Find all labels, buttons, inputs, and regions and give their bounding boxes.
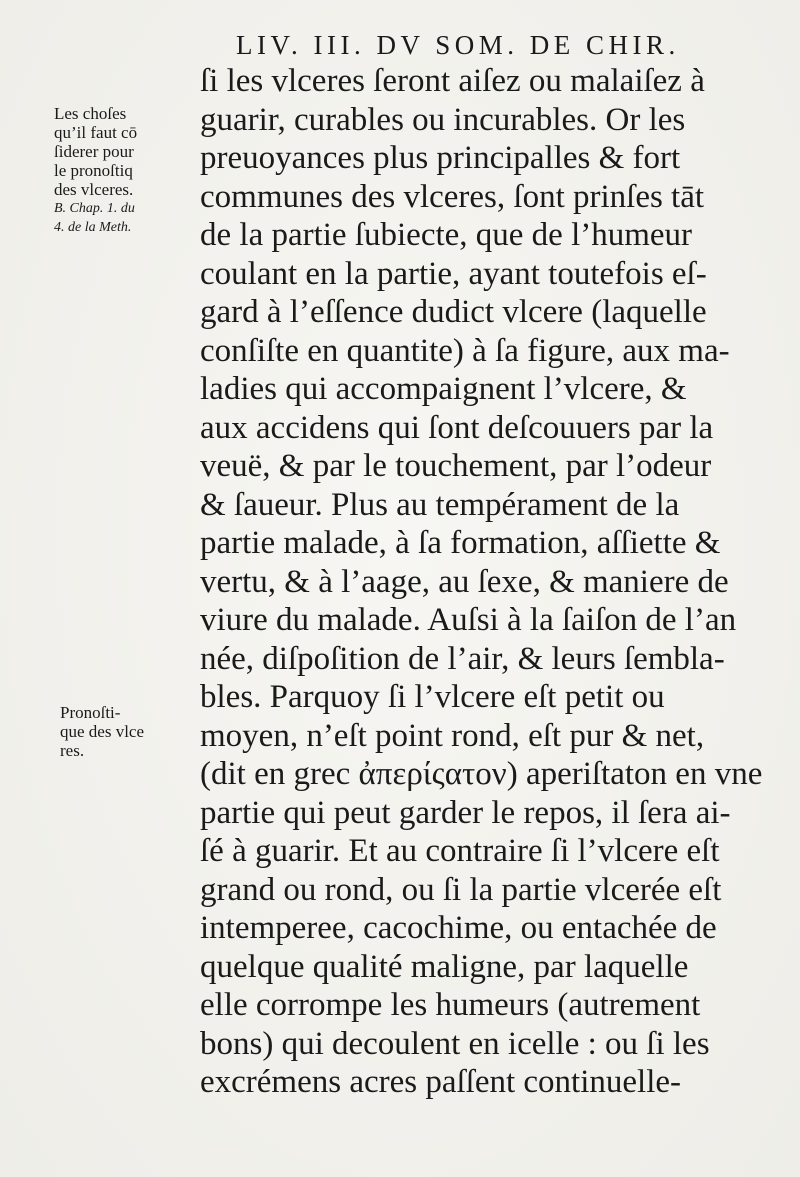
text-line: aux accidens qui ſont deſcouuers par la xyxy=(200,409,714,446)
text-line: viure du malade. Auſsi à la ſaiſon de l’an xyxy=(200,602,737,638)
text-line: guarir, curables ou incurables. Or les xyxy=(200,101,686,138)
text-line: quelque qualité maligne, par laquelle xyxy=(200,948,689,985)
text-line: (dit en grec ἀπερίςατον) aperiſtaton en vne xyxy=(200,756,763,792)
text-line: veuë, & par le touchement, par l’odeur xyxy=(200,448,712,484)
text-line: grand ou rond, ou ſi la partie vlcerée eſt xyxy=(200,871,722,908)
marginal-note-line: res. xyxy=(60,741,85,760)
text-line: vertu, & à l’aage, au ſexe, & maniere de xyxy=(200,563,729,600)
marginal-note xyxy=(60,703,144,760)
text-line: ladies qui accompaignent l’vlcere, & xyxy=(200,371,687,407)
running-head: LIV. III. DV SOM. DE CHIR. xyxy=(236,30,680,60)
marginal-note-line: ſiderer pour xyxy=(54,142,134,161)
text-line: moyen, n’eſt point rond, eſt pur & net, xyxy=(200,717,705,754)
main-text xyxy=(200,62,780,1102)
text-line: conſiſte en quantite) à ſa figure, aux ma- xyxy=(200,332,730,369)
text-line: ſi les vlceres ſeront aiſez ou malaiſez à xyxy=(200,63,705,99)
text-line: bles. Parquoy ſi l’vlcere eſt petit ou xyxy=(200,679,665,715)
text-line: gard à l’eſſence dudict vlcere (laquelle xyxy=(200,294,707,330)
text-line: née, diſpoſition de l’air, & leurs ſembla- xyxy=(200,640,725,677)
text-line: ſé à guarir. Et au contraire ſi l’vlcere eſt xyxy=(200,833,720,869)
text-line: coulant en la partie, ayant toutefois eſ- xyxy=(200,255,707,292)
marginal-reference: B. Chap. 1. du xyxy=(54,201,135,216)
marginal-note-line: des vlceres. xyxy=(54,180,134,199)
marginal-note-line: qu’il faut cō xyxy=(54,123,138,142)
text-line: intemperee, cacochime, ou entachée de xyxy=(200,910,717,946)
text-line: communes des vlceres, ſont prinſes tāt xyxy=(200,178,705,215)
text-line: excrémens acres paſſent continuelle- xyxy=(200,1064,682,1100)
text-line: de la partie ſubiecte, que de l’humeur xyxy=(200,217,693,253)
marginal-reference: 4. de la Meth. xyxy=(54,220,132,235)
text-line: elle corrompe les humeurs (autrement xyxy=(200,987,701,1023)
marginal-note-line: Pronoſti- xyxy=(60,703,121,722)
marginal-note-line: que des vlce xyxy=(60,722,145,741)
text-line: partie qui peut garder le repos, il ſera ai- xyxy=(200,794,731,831)
marginal-note-line: Les choſes xyxy=(54,104,127,123)
text-line: bons) qui decoulent en icelle : ou ſi les xyxy=(200,1025,710,1062)
marginal-note xyxy=(54,104,137,237)
text-line: partie malade, à ſa formation, aſſiette & xyxy=(200,525,721,561)
text-line: & ſaueur. Plus au tempérament de la xyxy=(200,486,680,523)
marginal-note-line: le pronoſtiq xyxy=(54,161,133,180)
text-line: preuoyances plus principalles & fort xyxy=(200,140,681,176)
